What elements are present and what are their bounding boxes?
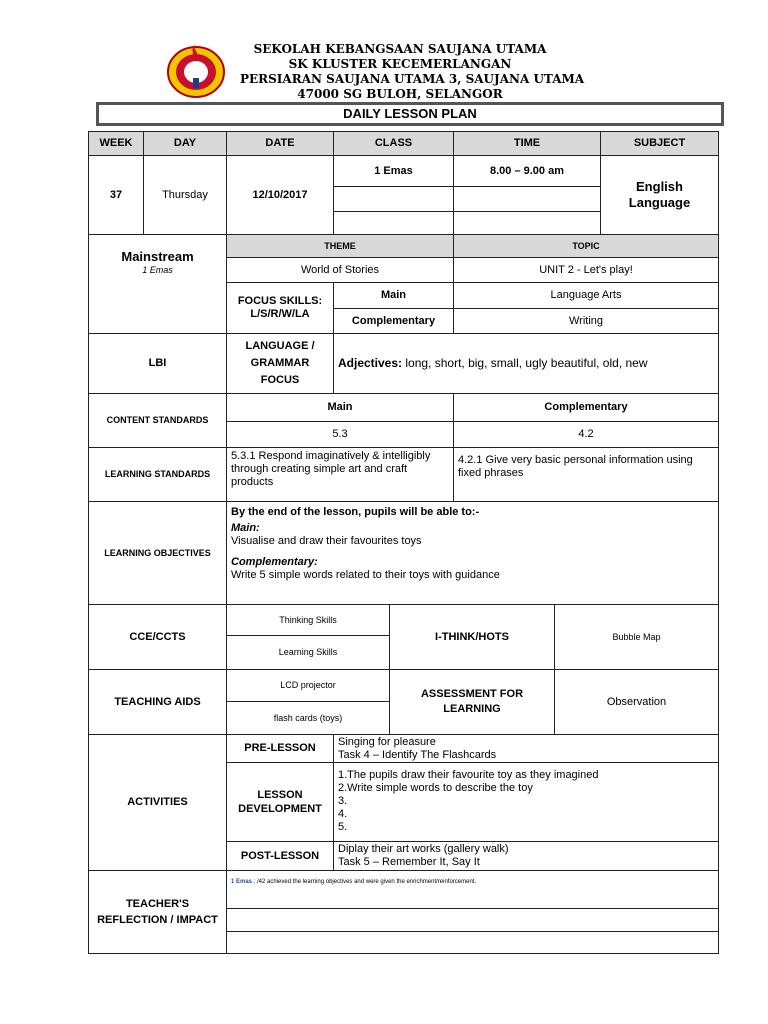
teaching-aid-1: LCD projector — [226, 669, 390, 702]
topic-value: UNIT 2 - Let's play! — [453, 257, 719, 283]
cce-label: CCE/CCTS — [88, 604, 227, 670]
focus-main-label: Main — [333, 282, 454, 309]
objectives-comp-label: Complementary: — [231, 556, 318, 568]
learning-standard-comp: 4.2.1 Give very basic personal information using fixed phrases — [453, 447, 719, 502]
activities-label: ACTIVITIES — [88, 734, 227, 871]
school-name: SEKOLAH KEBANGSAAN SAUJANA UTAMA — [253, 42, 547, 56]
title-banner — [96, 102, 724, 126]
focus-skills-label: FOCUS SKILLS: L/S/R/W/LA — [226, 282, 334, 334]
school-cluster: SK KLUSTER KECEMERLANGAN — [288, 57, 512, 71]
lesson-development-body — [333, 762, 719, 842]
pre-lesson-label: PRE-LESSON — [226, 734, 334, 763]
date-value: 12/10/2017 — [226, 155, 334, 235]
school-header — [240, 42, 585, 102]
objectives-main-text: Visualise and draw their favourites toys — [231, 535, 422, 547]
class-empty-2 — [333, 211, 454, 235]
reflection-class: 1 Emas — [231, 879, 253, 885]
pre-lesson-line-1: Singing for pleasure — [338, 736, 436, 748]
post-lesson-line-2: Task 5 – Remember It, Say It — [338, 856, 480, 868]
pre-lesson-body — [333, 734, 719, 763]
lesson-development-step-5: 5. — [338, 821, 348, 833]
teaching-aid-2: flash cards (toys) — [226, 701, 390, 735]
theme-header: THEME — [226, 234, 454, 258]
focus-comp-value: Writing — [453, 308, 719, 334]
learning-objectives-body — [226, 501, 719, 605]
focus-comp-label: Complementary — [333, 308, 454, 334]
grammar-prefix: Adjectives: — [338, 356, 403, 370]
school-crest-icon — [160, 38, 232, 100]
reflection-row-1 — [226, 870, 719, 909]
reflection-text: : /42 achieved the learning objectives and were given the enrichment/reinforcement. — [252, 879, 477, 885]
reflection-row-2 — [226, 908, 719, 932]
subject-header: SUBJECT — [600, 131, 719, 156]
time-empty-2 — [453, 211, 601, 235]
ithink-value: Bubble Map — [554, 604, 719, 670]
content-comp-value: 4.2 — [453, 421, 719, 448]
content-comp-label: Complementary — [453, 393, 719, 422]
assessment-label: ASSESSMENT FOR LEARNING — [389, 669, 555, 735]
time-empty-1 — [453, 186, 601, 212]
mainstream-class: 1 Emas — [142, 265, 173, 275]
learning-skills: Learning Skills — [226, 635, 390, 670]
grammar-focus-value — [333, 333, 719, 394]
post-lesson-label: POST-LESSON — [226, 841, 334, 871]
mainstream-label: Mainstream — [121, 249, 194, 264]
lesson-development-label: LESSON DEVELOPMENT — [226, 762, 334, 842]
teaching-aids-label: TEACHING AIDS — [88, 669, 227, 735]
week-header: WEEK — [88, 131, 144, 156]
objectives-main-label: Main: — [231, 522, 260, 534]
content-main-label: Main — [226, 393, 454, 422]
day-value: Thursday — [143, 155, 227, 235]
day-header: DAY — [143, 131, 227, 156]
time-value: 8.00 – 9.00 am — [453, 155, 601, 187]
content-main-value: 5.3 — [226, 421, 454, 448]
grammar-focus-label: LANGUAGE / GRAMMAR FOCUS — [226, 333, 334, 394]
reflection-row-3 — [226, 931, 719, 954]
class-empty-1 — [333, 186, 454, 212]
grammar-text: long, short, big, small, ugly beautiful, old, new — [402, 356, 648, 370]
focus-main-value: Language Arts — [453, 282, 719, 309]
reflection-label: TEACHER'S REFLECTION / IMPACT — [88, 870, 227, 954]
school-address: PERSIARAN SAUJANA UTAMA 3, SAUJANA UTAMA — [240, 72, 585, 86]
lesson-development-step-2: 2.Write simple words to describe the toy — [338, 782, 533, 794]
lesson-development-step-4: 4. — [338, 808, 348, 820]
page-title: DAILY LESSON PLAN — [99, 105, 721, 123]
time-header: TIME — [453, 131, 601, 156]
pre-lesson-line-2: Task 4 – Identify The Flashcards — [338, 749, 497, 761]
mainstream-cell — [88, 234, 227, 334]
date-header: DATE — [226, 131, 334, 156]
assessment-value: Observation — [554, 669, 719, 735]
thinking-skills: Thinking Skills — [226, 604, 390, 636]
learning-standards-label: LEARNING STANDARDS — [88, 447, 227, 502]
class-header: CLASS — [333, 131, 454, 156]
objectives-comp-text: Write 5 simple words related to their toys with guidance — [231, 569, 500, 581]
content-standards-label: CONTENT STANDARDS — [88, 393, 227, 448]
lesson-development-step-1: 1.The pupils draw their favourite toy as they imagined — [338, 769, 599, 781]
post-lesson-body — [333, 841, 719, 871]
lbi-label: LBI — [88, 333, 227, 394]
topic-header: TOPIC — [453, 234, 719, 258]
class-value: 1 Emas — [333, 155, 454, 187]
school-postcode: 47000 SG BULOH, SELANGOR — [297, 87, 503, 101]
ithink-label: I-THINK/HOTS — [389, 604, 555, 670]
learning-objectives-label: LEARNING OBJECTIVES — [88, 501, 227, 605]
post-lesson-line-1: Diplay their art works (gallery walk) — [338, 843, 509, 855]
week-value: 37 — [88, 155, 144, 235]
learning-standard-main: 5.3.1 Respond imaginatively & intelligibly through creating simple art and craft products — [226, 447, 454, 502]
lesson-development-step-3: 3. — [338, 795, 348, 807]
objectives-intro: By the end of the lesson, pupils will be able to:- — [231, 506, 480, 518]
theme-value: World of Stories — [226, 257, 454, 283]
subject-value: English Language — [600, 155, 719, 235]
